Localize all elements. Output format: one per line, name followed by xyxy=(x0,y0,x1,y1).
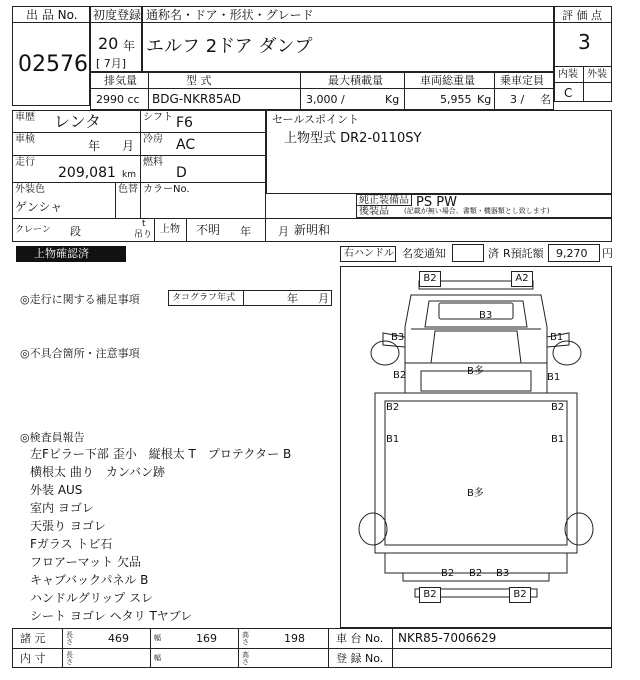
exterior-color-label: 外装色 xyxy=(15,184,45,195)
damage-side-left-lower: B1 xyxy=(386,434,400,445)
registration-year-unit: 年 xyxy=(123,39,136,53)
crane-stage: 段 xyxy=(70,225,81,238)
damage-front-left: B2 xyxy=(419,271,441,287)
damage-side-left-upper: B2 xyxy=(386,402,400,413)
damage-side-right-upper: B2 xyxy=(551,402,565,413)
report-line: ハンドルグリップ スレ xyxy=(30,591,154,605)
tachograph-year: 年 xyxy=(287,292,298,305)
damage-rear-left: B2 xyxy=(441,568,455,579)
interior-grade-label: 内装 xyxy=(558,69,578,80)
damage-bed-upper: B多 xyxy=(467,366,484,377)
mileage-label: 走行 xyxy=(15,157,35,168)
damage-left-fender: B2 xyxy=(393,370,407,381)
damage-cab-left: B3 xyxy=(391,332,405,343)
exterior-grade-label: 外装 xyxy=(587,69,607,80)
displacement-label: 排気量 xyxy=(104,74,137,87)
name-change-box xyxy=(452,244,484,262)
color-change-label: 色替 xyxy=(118,184,138,195)
damage-diagram xyxy=(340,266,612,628)
ac-label: 冷房 xyxy=(143,134,163,145)
model-name-label: 通称名・ドア・形状・グレード xyxy=(146,8,314,22)
registration-month: [ 7月] xyxy=(96,57,127,70)
damage-right-fender: B1 xyxy=(547,372,561,383)
defects-title: ◎不具合箇所・注意事項 xyxy=(20,347,140,360)
width-value: 169 xyxy=(196,632,217,645)
color-number-label: カラーNo. xyxy=(143,184,190,195)
equipment-label: 純正装備品 xyxy=(359,195,409,206)
displacement: 2990 cc xyxy=(96,93,140,106)
grade-value: 3 xyxy=(578,30,591,54)
handle-side: 右ハンドル xyxy=(344,248,394,259)
inspection-label: 車検 xyxy=(15,134,35,145)
fuel-label: 燃料 xyxy=(143,157,163,168)
lot-number: 02576 xyxy=(18,52,88,77)
damage-cab-right: B1 xyxy=(550,332,564,343)
mileage-unit: km xyxy=(122,170,136,180)
tachograph-label: タコグラフ年式 xyxy=(172,293,236,303)
gross-weight: 5,955 xyxy=(440,93,472,106)
interior-grade-value: C xyxy=(564,86,573,100)
registration-year: 20 xyxy=(98,34,119,53)
report-line: キャブバックパネル B xyxy=(30,573,149,587)
first-registration-label: 初度登録 xyxy=(93,8,142,22)
height-value: 198 xyxy=(284,632,305,645)
max-load: 3,000 / xyxy=(306,93,345,106)
report-line: 天張り ヨゴレ xyxy=(30,519,106,533)
recycle-label: R預託額 xyxy=(503,247,544,260)
mileage-value: 209,081 xyxy=(58,165,116,181)
sales-point: 上物型式 DR2-0110SY xyxy=(284,131,422,146)
body-month: 月 xyxy=(278,225,289,238)
damage-rear-right: B3 xyxy=(496,568,510,579)
report-line: 左Fピラー下部 歪小 縦根太 T プロテクター B xyxy=(30,447,292,461)
model-name: エルフ 2ドア ダンプ xyxy=(146,36,313,57)
capacity-label: 乗車定員 xyxy=(500,74,544,87)
tachograph-month: 月 xyxy=(318,292,329,305)
damage-bumper-left: B2 xyxy=(419,587,441,603)
crane-ton: t xyxy=(142,219,146,229)
equipment-value: PS PW xyxy=(416,195,457,210)
gross-weight-unit: Kg xyxy=(477,93,492,106)
length-label: 長さ xyxy=(66,631,73,646)
shift-value: F6 xyxy=(176,115,193,131)
report-line: 横根太 曲り カンバン跡 xyxy=(30,465,165,479)
body-label: 上物 xyxy=(160,224,180,235)
name-change-label: 名変通知 xyxy=(402,247,446,260)
report-line: 外装 AUS xyxy=(30,483,83,497)
model-type-label: 型 式 xyxy=(186,74,212,87)
fuel-value: D xyxy=(176,165,187,181)
report-line: シート ヨゴレ ヘタリ Tヤブレ xyxy=(30,609,193,623)
damage-bed-lower: B多 xyxy=(467,488,484,499)
dimensions-label: 諸 元 xyxy=(20,632,46,645)
damage-side-right-lower: B1 xyxy=(551,434,565,445)
gross-weight-label: 車両総重量 xyxy=(420,74,475,87)
recycle-unit: 円 xyxy=(602,247,613,260)
name-change-mark: 済 xyxy=(488,247,499,260)
body-brand: 新明和 xyxy=(294,223,331,237)
capacity: 3 / xyxy=(510,93,525,106)
crane-label: クレーン xyxy=(15,225,51,235)
ac-value: AC xyxy=(176,137,196,153)
interior-height-label: 高さ xyxy=(242,651,249,666)
report-line: 室内 ヨゴレ xyxy=(30,501,94,515)
body-maker: 不明 xyxy=(196,223,221,237)
supplement-title: ◎走行に関する補足事項 xyxy=(20,293,140,306)
interior-length-label: 長さ xyxy=(66,651,73,666)
report-line: Fガラス トビ石 xyxy=(30,537,113,551)
crane-lift: 吊り xyxy=(134,230,153,240)
aftermarket-note: (記載が無い場合、書類・機器類とし致します) xyxy=(404,207,550,215)
interior-width-label: 幅 xyxy=(154,654,161,662)
width-label: 幅 xyxy=(154,634,161,642)
max-load-unit: Kg xyxy=(385,93,400,106)
damage-bumper-right: B2 xyxy=(509,587,531,603)
interior-dims-label: 内 寸 xyxy=(20,652,46,665)
history-label: 車歴 xyxy=(15,112,35,123)
grade-label: 評 価 点 xyxy=(562,9,602,22)
height-label: 高さ xyxy=(242,631,249,646)
capacity-unit: 名 xyxy=(540,93,551,106)
lot-number-label: 出 品 No. xyxy=(26,8,78,22)
aftermarket-label: 後装品 xyxy=(359,206,389,217)
recycle-value: 9,270 xyxy=(556,247,588,260)
report-title: ◎検査員報告 xyxy=(20,431,85,444)
model-type: BDG-NKR85AD xyxy=(152,92,242,106)
damage-cab-top: B3 xyxy=(479,310,493,321)
chassis-number: NKR85-7006629 xyxy=(398,631,497,645)
body-confirmed-label: 上物確認済 xyxy=(34,247,89,260)
body-year: 年 xyxy=(240,225,251,238)
damage-rear-middle: B2 xyxy=(469,568,483,579)
sales-point-label: セールスポイント xyxy=(272,113,360,126)
damage-front-right: A2 xyxy=(511,271,533,287)
max-load-label: 最大積載量 xyxy=(328,74,383,87)
chassis-label: 車 台 No. xyxy=(336,632,384,645)
exterior-color: ゲンシャ xyxy=(15,200,63,214)
shift-label: シフト xyxy=(143,112,173,123)
registration-number-label: 登 録 No. xyxy=(336,652,384,665)
inspection-month: 月 xyxy=(122,139,135,153)
inspection-year: 年 xyxy=(88,139,101,153)
length-value: 469 xyxy=(108,632,129,645)
report-line: フロアーマット 欠品 xyxy=(30,555,141,569)
history-value: レンタ xyxy=(54,112,101,131)
